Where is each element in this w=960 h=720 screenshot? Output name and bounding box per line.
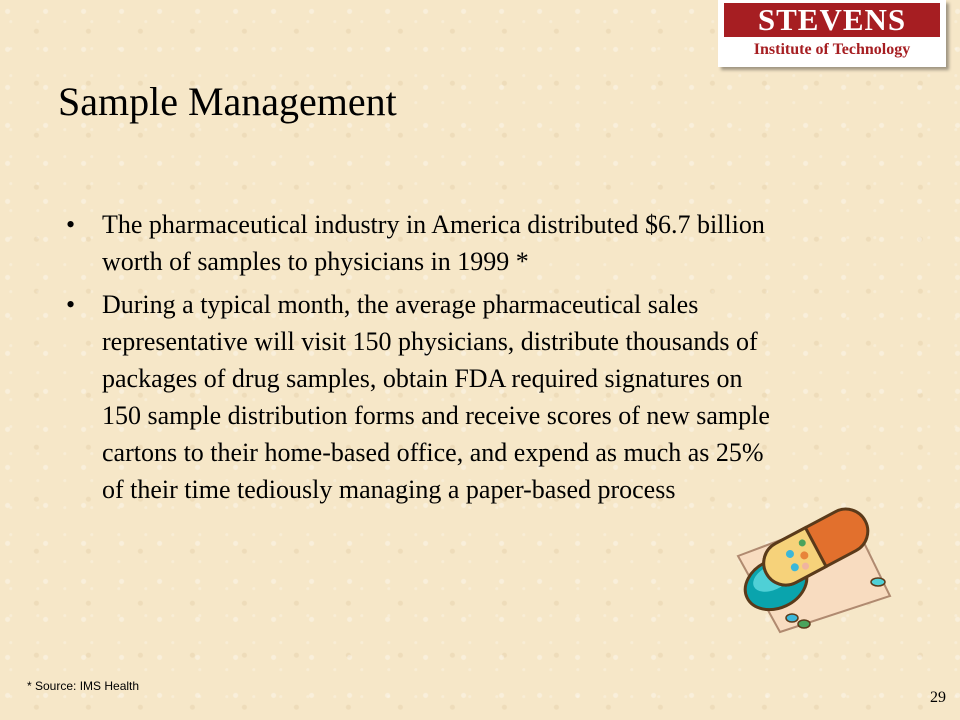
bullet-dot: • <box>66 290 76 319</box>
page-number: 29 <box>930 689 946 706</box>
logo-subtitle: Institute of Technology <box>753 41 911 58</box>
bullet-text: The pharmaceutical industry in America distributed $6.7 billion worth of samples to physicians in 1999 * <box>102 210 765 276</box>
logo-name: STEVENS <box>724 3 940 37</box>
slide-title: Sample Management <box>58 79 397 124</box>
bullet-list <box>62 206 782 514</box>
footnote: * Source: IMS Health <box>27 679 140 693</box>
bullet-item <box>62 206 782 280</box>
stevens-logo <box>718 0 946 67</box>
bullet-dot: • <box>66 210 76 239</box>
bullet-text: During a typical month, the average pharmaceutical sales representative will visit 150 physicians, distribute thousands of packages of drug samples, obtain FDA required signatures on 150 sample distribution forms and receive scores of new sample cartons to their home-based office, and expend as much as 25% of their time tediously managing a paper-based process <box>102 290 770 504</box>
bullet-item <box>62 286 782 508</box>
pills-icon <box>730 486 898 634</box>
